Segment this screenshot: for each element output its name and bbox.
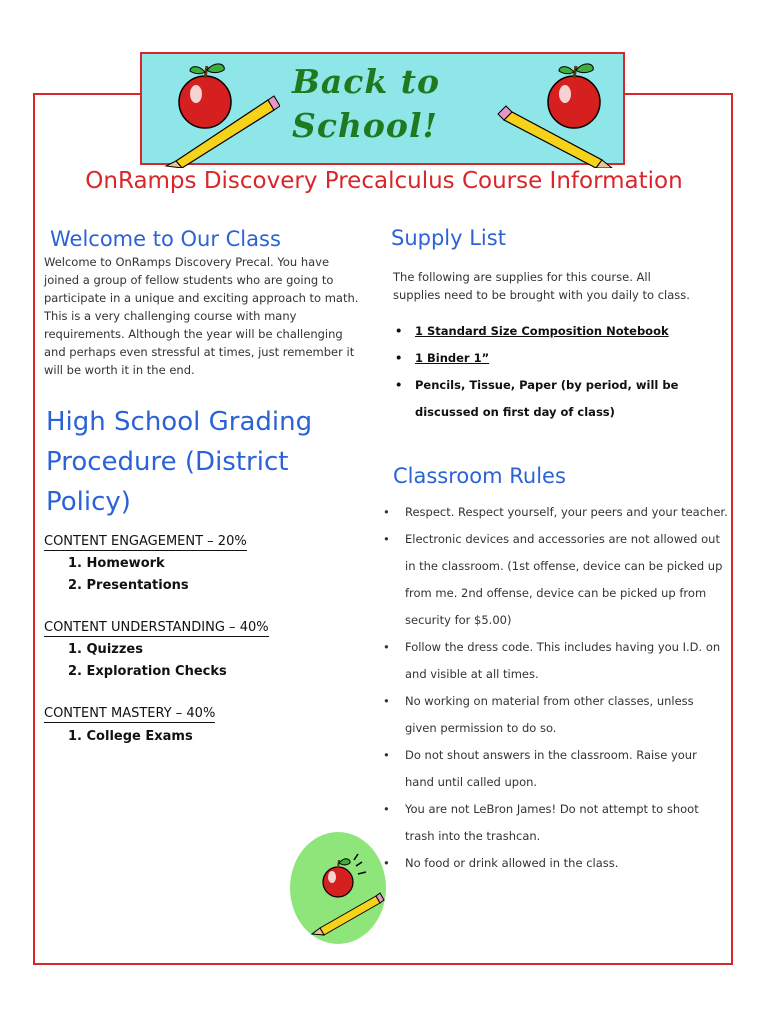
apple-pencil-left-clipart [160, 56, 280, 168]
list-item [395, 345, 705, 372]
list-item: 1. College Exams [68, 729, 193, 744]
list-item: • Respect. Respect yourself, your peers and your teacher. [383, 499, 728, 526]
welcome-heading: Welcome to Our Class [50, 227, 281, 251]
rules-heading: Classroom Rules [393, 464, 566, 488]
grading-category-engagement: CONTENT ENGAGEMENT – 20% [44, 534, 247, 549]
list-item: 1. Homework [68, 556, 165, 571]
list-item: 1. Quizzes [68, 642, 143, 657]
banner-line-1: Back to [292, 62, 440, 101]
grading-category-understanding: CONTENT UNDERSTANDING – 40% [44, 620, 269, 635]
page-title: OnRamps Discovery Precalculus Course Information [85, 168, 683, 194]
back-to-school-banner [140, 52, 625, 165]
supply-list [395, 318, 705, 426]
supply-item-notebook: 1 Standard Size Composition Notebook [415, 324, 669, 338]
engagement-items [68, 553, 189, 597]
mastery-items [68, 726, 193, 748]
list-item [395, 318, 705, 345]
grading-heading: High School Grading Procedure (District Policy) [46, 407, 313, 517]
list-item: • No working on material from other classes, unless given permission to do so. [383, 688, 728, 742]
supply-item-pencils: Pencils, Tissue, Paper (by period, will be discussed on first day of class) [415, 378, 679, 419]
banner-heading [292, 60, 440, 148]
supply-intro: The following are supplies for this course. All supplies need to be brought with you daily to class. [393, 270, 690, 302]
apple-pencil-circle-clipart [288, 830, 394, 946]
list-item: • Electronic devices and accessories are not allowed out in the classroom. (1st offense, device can be picked up from me. 2nd offense, device can be picked up from security for $5.00) [383, 526, 728, 634]
banner-line-2: School! [292, 106, 438, 145]
understanding-items [68, 639, 227, 683]
list-item: • Follow the dress code. This includes having you I.D. on and visible at all times. [383, 634, 728, 688]
rules-list [383, 499, 728, 877]
welcome-text: Welcome to OnRamps Discovery Precal. You have joined a group of fellow students who are going to participate in a unique and exciting approach to math. This is a very challenging course with many requirements. Although the year will be challenging and perhaps even stressful at times, just remember it will be worth it in the end. [44, 255, 359, 377]
supply-item-binder: 1 Binder 1” [415, 351, 490, 365]
list-item: 2. Exploration Checks [68, 664, 227, 679]
list-item: • Do not shout answers in the classroom. Raise your hand until called upon. [383, 742, 728, 796]
list-item: 2. Presentations [68, 578, 189, 593]
grading-category-mastery: CONTENT MASTERY – 40% [44, 706, 216, 721]
list-item: • You are not LeBron James! Do not attempt to shoot trash into the trashcan. [383, 796, 728, 850]
apple-icon [179, 64, 231, 128]
supply-heading: Supply List [391, 226, 506, 250]
apple-icon [548, 64, 600, 128]
list-item: • No food or drink allowed in the class. [383, 850, 728, 877]
apple-pencil-right-clipart [494, 56, 619, 168]
list-item [395, 372, 705, 426]
